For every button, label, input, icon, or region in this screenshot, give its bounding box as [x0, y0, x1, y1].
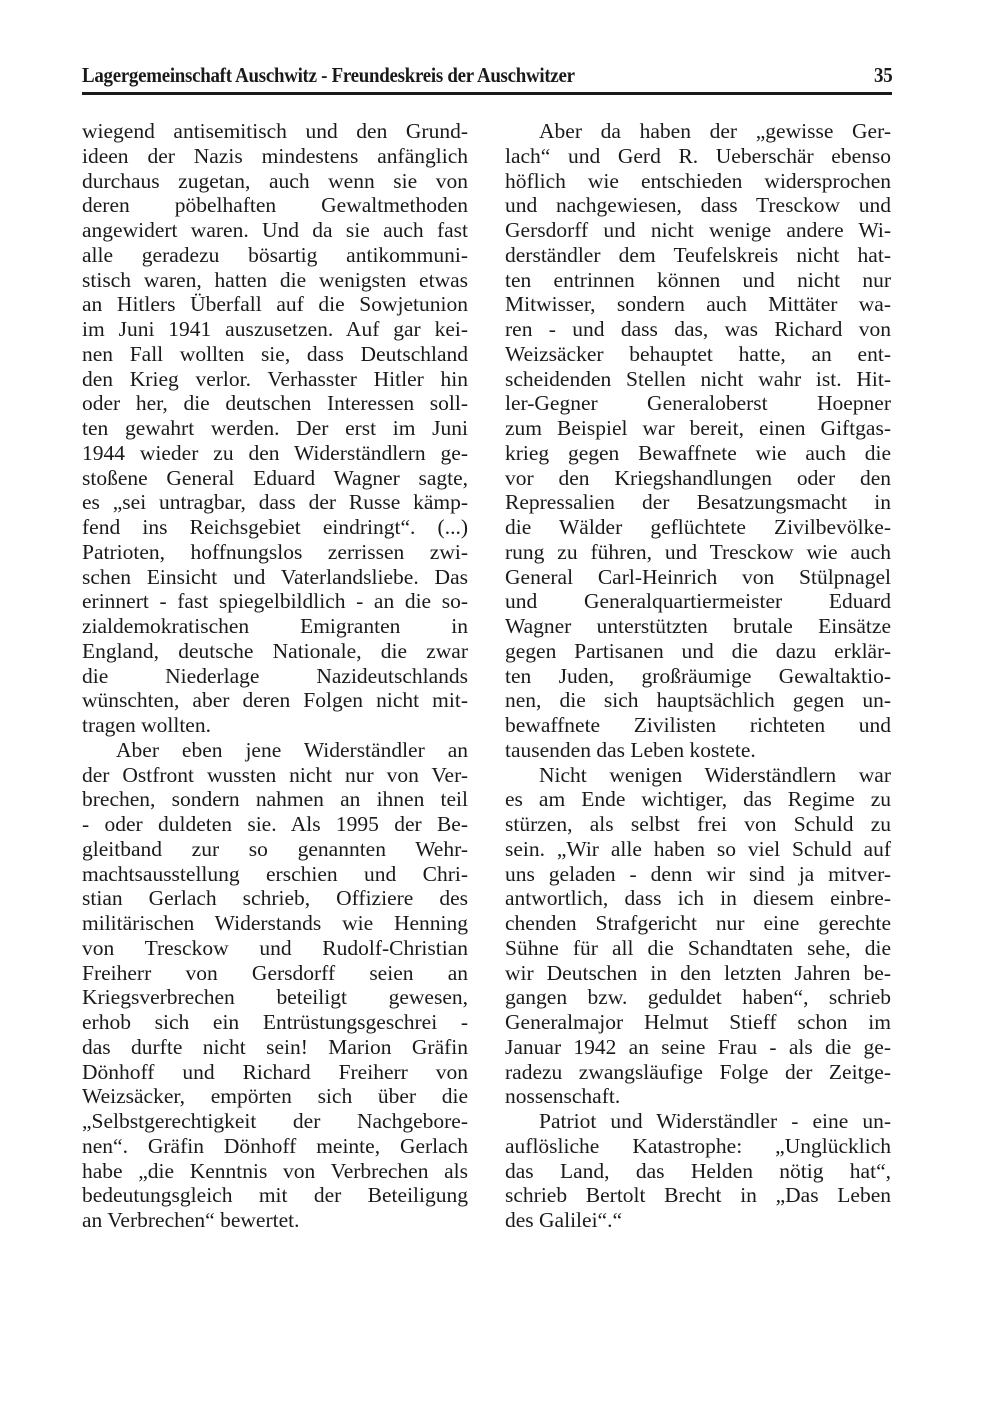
text-line: England, deutsche Nationale, die zwar — [82, 638, 468, 663]
text-line: wünschten, aber deren Folgen nicht mit- — [82, 688, 468, 713]
text-line: wir Deutschen in den letzten Jahren be- — [505, 960, 891, 985]
text-line: der Ostfront wussten nicht nur von Ver- — [82, 762, 468, 787]
text-line: oder her, die deutschen Interessen soll- — [82, 391, 468, 416]
text-line: an Hitlers Überfall auf die Sowjetunion — [82, 292, 468, 317]
paragraph-first-line: Nicht wenigen Widerständlern war — [539, 762, 891, 787]
text-line: Januar 1942 an seine Frau - als die ge- — [505, 1034, 891, 1059]
text-line: stian Gerlach schrieb, Offiziere des — [82, 886, 468, 911]
text-column-left — [82, 119, 468, 1233]
text-line: Sühne für all die Schandtaten sehe, die — [505, 935, 891, 960]
text-line: brechen, sondern nahmen an ihnen teil — [82, 787, 468, 812]
text-line: rung zu führen, und Tresckow wie auch — [505, 539, 891, 564]
text-line: antwortlich, dass ich in diesem einbre- — [505, 886, 891, 911]
text-line: alle geradezu bösartig antikommuni- — [82, 242, 468, 267]
text-line: und Generalquartiermeister Eduard — [505, 589, 891, 614]
text-line: die Wälder geflüchtete Zivilbevölke- — [505, 515, 891, 539]
text-line: bedeutungsgleich mit der Beteiligung — [82, 1183, 468, 1208]
text-line: krieg gegen Bewaffnete wie auch die — [505, 440, 891, 465]
text-line: auflösliche Katastrophe: „Unglücklich — [505, 1133, 891, 1158]
text-line: schrieb Bertolt Brecht in „Das Leben — [505, 1183, 891, 1208]
text-line: ten entrinnen können und nicht nur — [505, 267, 891, 292]
text-line: es „sei untragbar, dass der Russe kämp- — [82, 490, 468, 515]
text-line: Weizsäcker behauptet hatte, an ent- — [505, 341, 891, 366]
text-line: machtsausstellung erschien und Chri- — [82, 861, 468, 886]
running-title: Lagergemeinschaft Auschwitz - Freundeskreis der Auschwitzer — [82, 63, 575, 87]
text-line: nossenschaft. — [505, 1084, 621, 1109]
text-line: fend ins Reichsgebiet eindringt“. (...) — [82, 515, 468, 539]
text-line: derständler dem Teufelskreis nicht hat- — [505, 242, 891, 267]
text-column-right — [505, 119, 891, 1233]
text-line: von Tresckow und Rudolf-Christian — [82, 935, 468, 960]
text-line: militärischen Widerstands wie Henning — [82, 911, 468, 935]
text-line: ten gewahrt werden. Der erst im Juni — [82, 416, 468, 440]
text-line: gangen bzw. geduldet haben“, schrieb — [505, 985, 891, 1010]
header-rule — [82, 92, 892, 95]
text-line: das durfte nicht sein! Marion Gräfin — [82, 1034, 468, 1059]
text-line: habe „die Kenntnis von Verbrechen als — [82, 1158, 468, 1183]
text-line: zum Beispiel war bereit, einen Giftgas- — [505, 416, 891, 440]
text-line: ler-Gegner Generaloberst Hoepner — [505, 391, 891, 416]
text-line: tragen wollten. — [82, 713, 211, 737]
text-line: General Carl-Heinrich von Stülpnagel — [505, 564, 891, 589]
text-line: es am Ende wichtiger, das Regime zu — [505, 787, 891, 812]
text-line: Freiherr von Gersdorff seien an — [82, 960, 468, 985]
text-line: gleitband zur so genannten Wehr- — [82, 836, 468, 861]
text-line: den Krieg verlor. Verhasster Hitler hin — [82, 366, 468, 391]
text-line: höflich wie entschieden widersprochen — [505, 168, 891, 193]
text-line: erinnert - fast spiegelbildlich - an die so- — [82, 589, 468, 614]
running-header — [82, 58, 892, 88]
text-line: 1944 wieder zu den Widerständlern ge- — [82, 440, 468, 465]
text-line: radezu zwangsläufige Folge der Zeitge- — [505, 1059, 891, 1084]
text-line: Dönhoff und Richard Freiherr von — [82, 1059, 468, 1084]
text-line: sein. „Wir alle haben so viel Schuld auf — [505, 836, 891, 861]
text-line: - oder duldeten sie. Als 1995 der Be- — [82, 812, 468, 836]
text-line: nen Fall wollten sie, dass Deutschland — [82, 341, 468, 366]
text-line: das Land, das Helden nötig hat“, — [505, 1158, 891, 1183]
text-line: stoßene General Eduard Wagner sagte, — [82, 465, 468, 490]
text-line: Generalmajor Helmut Stieff schon im — [505, 1010, 891, 1034]
text-line: Wagner unterstützten brutale Einsätze — [505, 614, 891, 638]
text-line: nen“. Gräfin Dönhoff meinte, Gerlach — [82, 1133, 468, 1158]
text-line: die Niederlage Nazideutschlands — [82, 663, 468, 688]
text-line: ten Juden, großräumige Gewaltaktio- — [505, 663, 891, 688]
paragraph-first-line: Patriot und Widerständler - eine un- — [539, 1109, 891, 1133]
text-line: Weizsäcker, empörten sich über die — [82, 1084, 468, 1109]
text-line: Mitwisser, sondern auch Mittäter wa- — [505, 292, 891, 317]
text-line: ren - und dass das, was Richard von — [505, 317, 891, 341]
text-line: gegen Partisanen und die dazu erklär- — [505, 638, 891, 663]
page-number: 35 — [873, 63, 892, 87]
text-line: wiegend antisemitisch und den Grund- — [82, 119, 468, 143]
text-line: vor den Kriegshandlungen oder den — [505, 465, 891, 490]
text-line: Repressalien der Besatzungsmacht in — [505, 490, 891, 515]
text-line: tausenden das Leben kostete. — [505, 737, 756, 762]
text-line: angewidert waren. Und da sie auch fast — [82, 218, 468, 242]
text-line: zialdemokratischen Emigranten in — [82, 614, 468, 638]
text-line: chenden Strafgericht nur eine gerechte — [505, 911, 891, 935]
text-line: Patrioten, hoffnungslos zerrissen zwi- — [82, 539, 468, 564]
text-line: Gersdorff und nicht wenige andere Wi- — [505, 218, 891, 242]
text-line: nen, die sich hauptsächlich gegen un- — [505, 688, 891, 713]
text-line: Kriegsverbrechen beteiligt gewesen, — [82, 985, 468, 1010]
text-line: und nachgewiesen, dass Tresckow und — [505, 193, 891, 218]
text-line: durchaus zugetan, auch wenn sie von — [82, 168, 468, 193]
paragraph-first-line: Aber da haben der „gewisse Ger- — [539, 119, 891, 143]
text-line: im Juni 1941 auszusetzen. Auf gar kei- — [82, 317, 468, 341]
text-line: stisch waren, hatten die wenigsten etwas — [82, 267, 468, 292]
text-line: ideen der Nazis mindestens anfänglich — [82, 143, 468, 168]
text-line: lach“ und Gerd R. Ueberschär ebenso — [505, 143, 891, 168]
text-line: bewaffnete Zivilisten richteten und — [505, 713, 891, 737]
text-line: stürzen, als selbst frei von Schuld zu — [505, 812, 891, 836]
text-line: uns geladen - denn wir sind ja mitver- — [505, 861, 891, 886]
text-line: erhob sich ein Entrüstungsgeschrei - — [82, 1010, 468, 1034]
text-line: an Verbrechen“ bewertet. — [82, 1208, 300, 1232]
text-line: schen Einsicht und Vaterlandsliebe. Das — [82, 564, 468, 589]
text-line: „Selbstgerechtigkeit der Nachgebore- — [82, 1109, 468, 1133]
text-line: deren pöbelhaften Gewaltmethoden — [82, 193, 468, 218]
paragraph-first-line: Aber eben jene Widerständler an — [116, 737, 468, 762]
text-line: des Galilei“.“ — [505, 1208, 623, 1232]
text-line: scheidenden Stellen nicht wahr ist. Hit- — [505, 366, 891, 391]
